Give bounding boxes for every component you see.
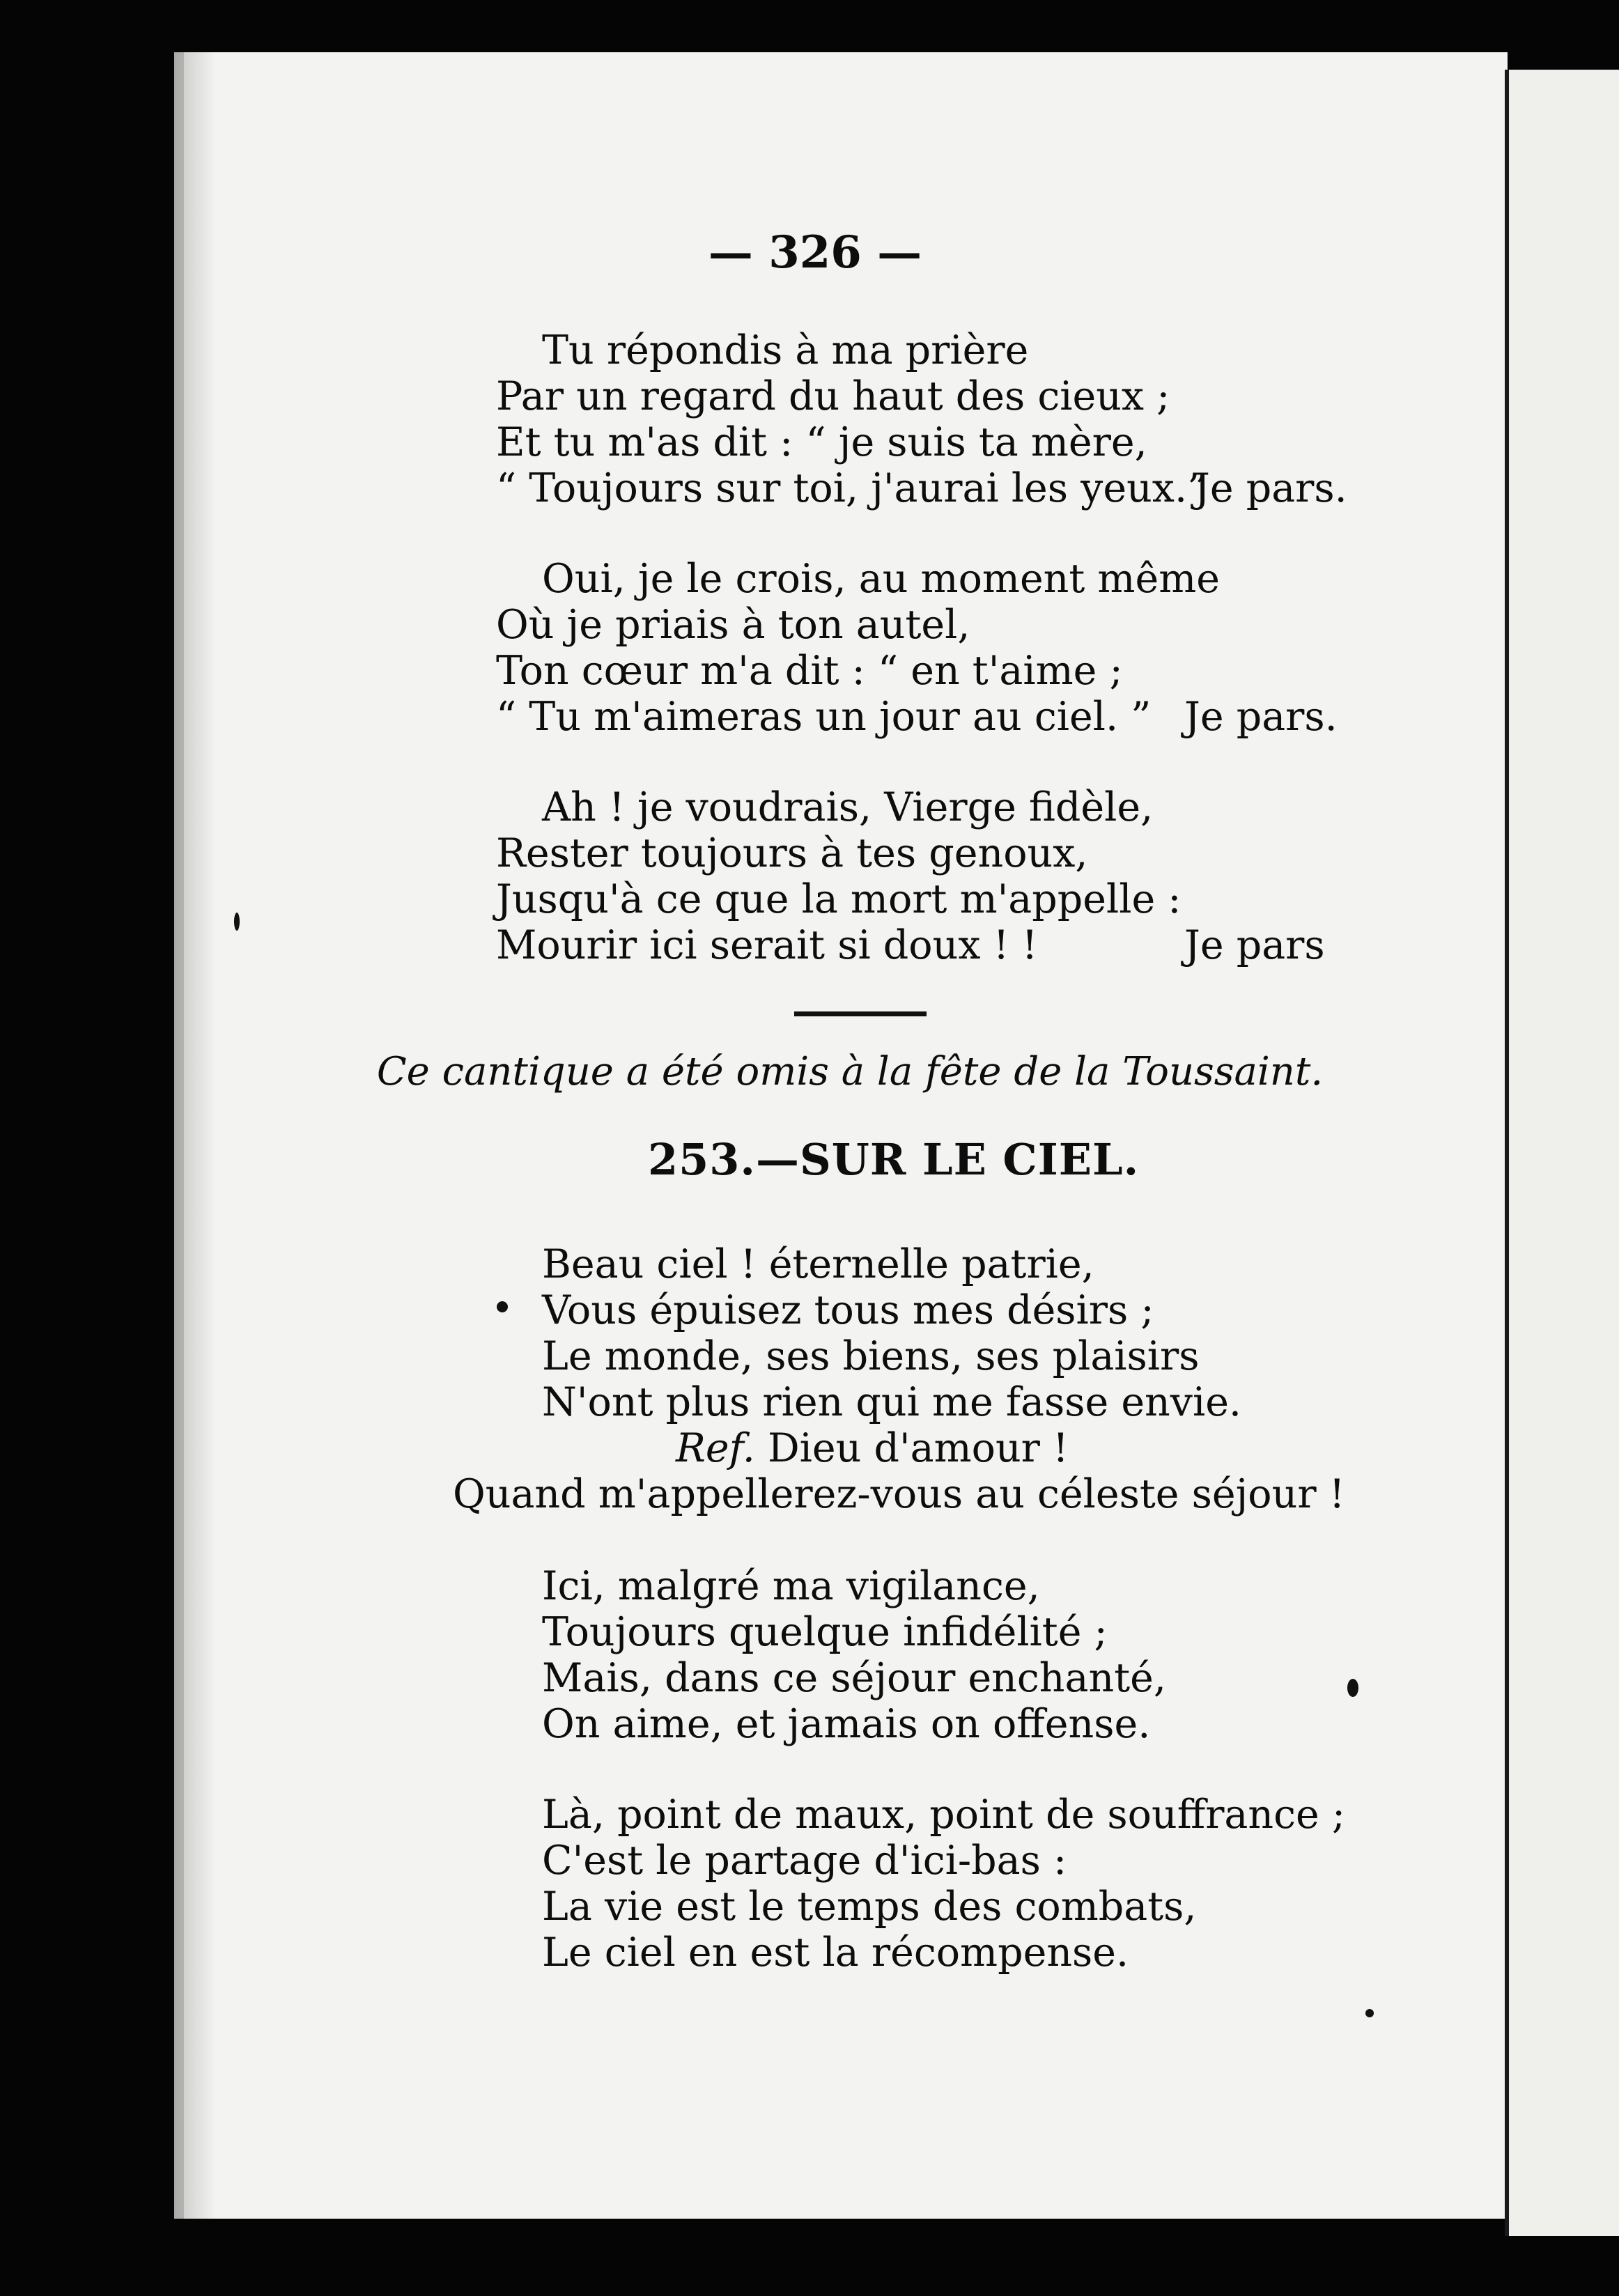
verse-line: Beau ciel ! éternelle patrie, [542, 1241, 1094, 1287]
verse-line: Tu répondis à ma prière [542, 327, 1029, 373]
verse-line: Et tu m'as dit : “ je suis ta mère, [496, 419, 1147, 465]
ink-speck [497, 1301, 508, 1312]
ink-speck [1365, 2009, 1374, 2017]
verse-line: Où je priais à ton autel, [496, 602, 970, 648]
verse-line: Ici, malgré ma vigilance, [542, 1563, 1040, 1609]
page-number: — 326 — [708, 226, 922, 279]
hymn-title [648, 1134, 1140, 1185]
verse-line: Ton cœur m'a dit : “ en t'aime ; [496, 648, 1123, 694]
section-divider [794, 1011, 927, 1016]
verse-tag: Je pars [1184, 922, 1325, 968]
verse-line: Là, point de maux, point de souffrance ; [542, 1792, 1346, 1838]
refrain-line: Quand m'appellerez-vous au céleste séjour ! [453, 1471, 1345, 1517]
refrain [676, 1425, 1069, 1471]
verse-line: “ Tu m'aimeras un jour au ciel. ” [496, 694, 1152, 740]
verse-tag: Je pars. [1194, 465, 1347, 511]
verse-line: Mais, dans ce séjour enchanté, [542, 1655, 1166, 1701]
verse-line: Jusqu'à ce que la mort m'appelle : [496, 876, 1182, 922]
refrain-line: Dieu d'amour ! [767, 1425, 1069, 1471]
facing-page-edge [1505, 70, 1619, 2236]
verse-line: Ah ! je voudrais, Vierge fidèle, [542, 784, 1154, 830]
verse-line: C'est le partage d'ici-bas : [542, 1838, 1067, 1884]
refrain-label: Ref. [676, 1425, 755, 1471]
verse-line: Vous épuisez tous mes désirs ; [542, 1287, 1154, 1333]
verse-line: La vie est le temps des combats, [542, 1884, 1197, 1930]
hymn-title-text: —SUR LE CIEL. [756, 1134, 1140, 1185]
verse-line: Toujours quelque infidélité ; [542, 1609, 1108, 1655]
verse-tag: Je pars. [1184, 694, 1338, 740]
verse-line: N'ont plus rien qui me fasse envie. [542, 1379, 1242, 1425]
hymn-number: 253. [648, 1134, 757, 1185]
verse-line: Rester toujours à tes genoux, [496, 830, 1088, 876]
verse-line: Le ciel en est la récompense. [542, 1930, 1129, 1976]
verse-line: On aime, et jamais on offense. [542, 1701, 1151, 1747]
editorial-note: Ce cantique a été omis à la fête de la Toussaint. [376, 1049, 1324, 1094]
verse-line: Oui, je le crois, au moment même [542, 556, 1220, 602]
page-gutter-shadow [174, 52, 216, 2219]
verse-line: Par un regard du haut des cieux ; [496, 373, 1170, 419]
ink-speck [234, 913, 240, 931]
verse-line: “ Toujours sur toi, j'aurai les yeux.” [496, 465, 1208, 511]
verse-line: Le monde, ses biens, ses plaisirs [542, 1333, 1200, 1379]
verse-line: Mourir ici serait si doux ! ! [496, 922, 1038, 968]
ink-speck [1347, 1679, 1358, 1697]
